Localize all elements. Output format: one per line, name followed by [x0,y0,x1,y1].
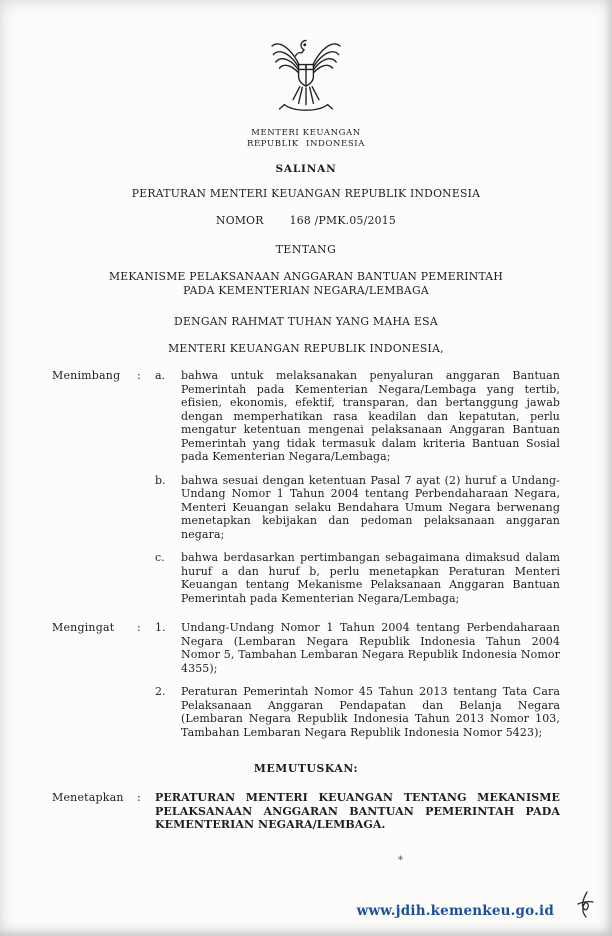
item-text: Undang-Undang Nomor 1 Tahun 2004 tentang Perbendaharaan Negara (Lembaran Negara Republik Indonesia Tahun 2004 Nomor 5, Tambahan Lembaran Negara Republik Indonesia Nomor 4355); [181,621,560,675]
mengingat-items [155,621,560,739]
jdih-url-link[interactable]: www.jdih.kemenkeu.go.id [356,903,554,919]
menimbang-label: Menimbang [52,369,121,382]
nomor-line [52,214,560,227]
item-text: Peraturan Pemerintah Nomor 45 Tahun 2013 tentang Tata Cara Pelaksanaan Anggaran Pendapatan dan Belanja Negara (Lembaran Negara Republik Indonesia Tahun 2013 Nomor 103, Tambahan Lembaran Negara Republik Indonesia Nomor 5423); [181,685,560,739]
menimbang-section [52,369,560,605]
salinan-stamp: SALINAN [275,163,337,175]
item-marker: c. [155,551,165,564]
mengingat-item-1 [155,621,560,675]
letterhead [52,128,560,150]
nomor-value: 168 /PMK.05/2015 [289,214,396,227]
tentang-label: TENTANG [275,243,337,256]
memutuskan-heading: MEMUTUSKAN: [253,762,359,775]
regulation-title: PERATURAN MENTERI KEUANGAN REPUBLIK INDONESIA [131,187,481,200]
item-text: bahwa berdasarkan pertimbangan sebagaimana dimaksud dalam huruf a dan huruf b, perlu menetapkan Peraturan Menteri Keuangan tentang Mekanisme Pelaksanaan Anggaran Bantuan Pemerintah pada Kementerian Negara/Lembaga; [181,551,560,605]
ministry-name: MENTERI KEUANGAN [251,128,361,138]
item-marker: 2. [155,685,166,698]
menimbang-items [155,369,560,605]
issuer-line: MENTERI KEUANGAN REPUBLIK INDONESIA, [168,342,444,355]
mengingat-colon: : [137,621,141,634]
item-text: bahwa sesuai dengan ketentuan Pasal 7 ayat (2) huruf a Undang-Undang Nomor 1 Tahun 2004 tentang Perbendaharaan Negara, Menteri Keuangan selaku Bendahara Umum Negara berwenang menetapkan kebijakan dan pedoman pelaksanaan anggaran negara; [181,473,560,541]
nomor-label: NOMOR [216,214,264,227]
item-marker: 1. [155,621,166,634]
menimbang-item-c [155,551,560,605]
regulation-subject [52,270,560,298]
menimbang-item-a [155,369,560,464]
mengingat-item-2 [155,685,560,739]
paraf-signature-mark [574,890,596,924]
subject-line-1: MEKANISME PELAKSANAAN ANGGARAN BANTUAN PEMERINTAH [108,270,504,283]
mengingat-label: Mengingat [52,621,115,634]
menetapkan-colon: : [137,791,141,804]
garuda-pancasila-icon [269,30,343,124]
stray-scan-mark: * [398,855,403,866]
item-marker: a. [155,369,166,382]
invocation-line: DENGAN RAHMAT TUHAN YANG MAHA ESA [174,315,438,328]
emblem-wrap [52,30,560,124]
mengingat-section [52,621,560,739]
menetapkan-text: PERATURAN MENTERI KEUANGAN TENTANG MEKANISME PELAKSANAAN ANGGARAN BANTUAN PEMERINTAH PADA KEMENTERIAN NEGARA/LEMBAGA. [155,791,560,831]
republic-name: REPUBLIK INDONESIA [247,139,365,149]
item-text: bahwa untuk melaksanakan penyaluran anggaran Bantuan Pemerintah pada Kementerian Negara/Lembaga yang tertib, efisien, ekonomis, efektif, transparan, dan bertanggung jawab dengan memperhatikan rasa keadilan dan kepatutan, perlu mengatur ketentuan mengenai pelaksanaan Anggaran Bantuan Pemerintah yang tidak termasuk dalam kriteria Bantuan Sosial pada Kementerian Negara/Lembaga; [181,369,560,463]
menimbang-item-b [155,474,560,542]
menetapkan-label: Menetapkan [52,791,124,804]
subject-line-2: PADA KEMENTERIAN NEGARA/LEMBAGA [183,284,429,297]
menetapkan-section [52,791,560,832]
menimbang-colon: : [137,369,141,382]
item-marker: b. [155,473,166,487]
